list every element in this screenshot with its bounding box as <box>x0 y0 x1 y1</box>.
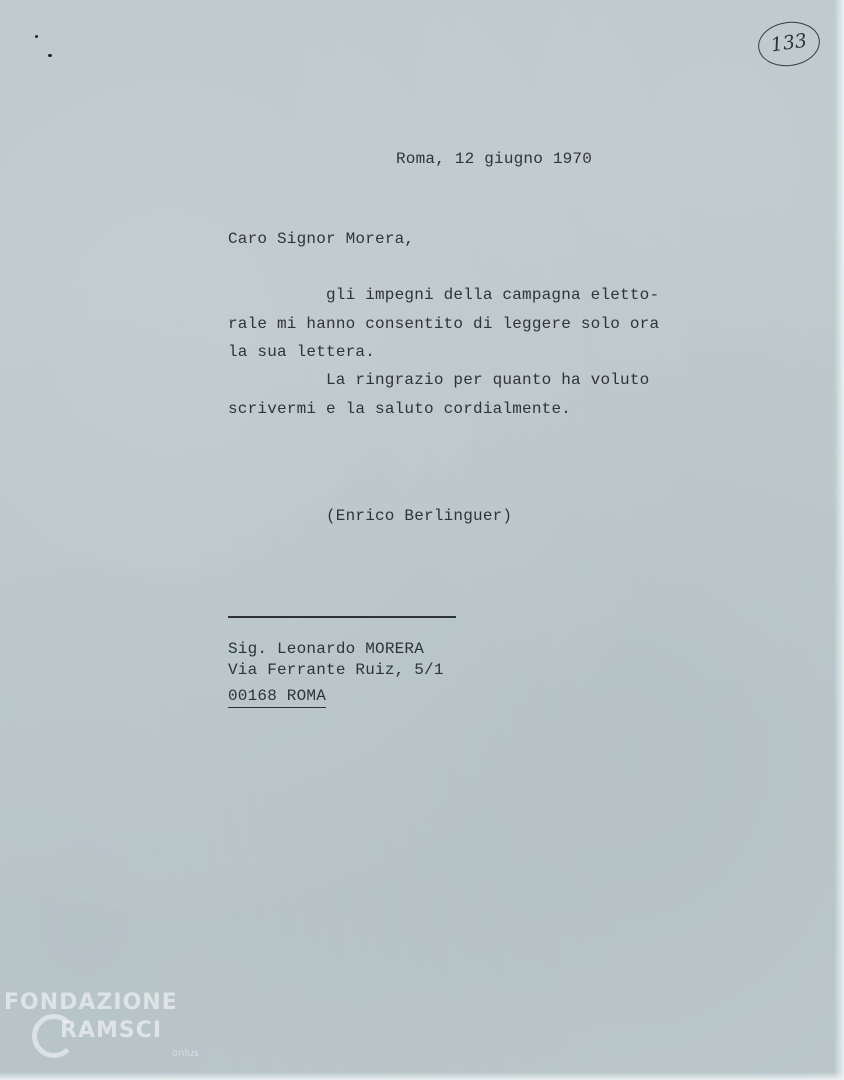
watermark-line1: FONDAZIONE <box>4 990 178 1015</box>
body-line: rale mi hanno consentito di leggere solo ora <box>228 315 660 333</box>
body-line: scrivermi e la saluto cordialmente. <box>228 400 572 418</box>
body-line: La ringrazio per quanto ha voluto <box>326 371 650 389</box>
addressee-name: Sig. Leonardo MORERA <box>228 640 425 658</box>
archive-page-number: 133 <box>755 18 823 70</box>
paper-edge-bottom <box>0 1072 844 1080</box>
body-line: la sua lettera. <box>228 343 376 361</box>
letter-date: Roma, 12 giugno 1970 <box>396 150 593 168</box>
paper-edge-right <box>834 0 844 1080</box>
watermark-small: onlus <box>172 1048 199 1059</box>
addressee-city: 00168 ROMA <box>228 686 326 708</box>
ink-speck <box>48 54 52 57</box>
separator-rule <box>228 616 456 618</box>
body-line: gli impegni della campagna eletto- <box>326 286 660 304</box>
letter-salutation: Caro Signor Morera, <box>228 230 415 248</box>
addressee-street: Via Ferrante Ruiz, 5/1 <box>228 661 444 679</box>
ink-speck <box>35 35 38 38</box>
letter-signature: (Enrico Berlinguer) <box>326 507 513 525</box>
fondazione-gramsci-watermark <box>4 988 214 1078</box>
watermark-line2: RAMSCI <box>60 1018 163 1043</box>
